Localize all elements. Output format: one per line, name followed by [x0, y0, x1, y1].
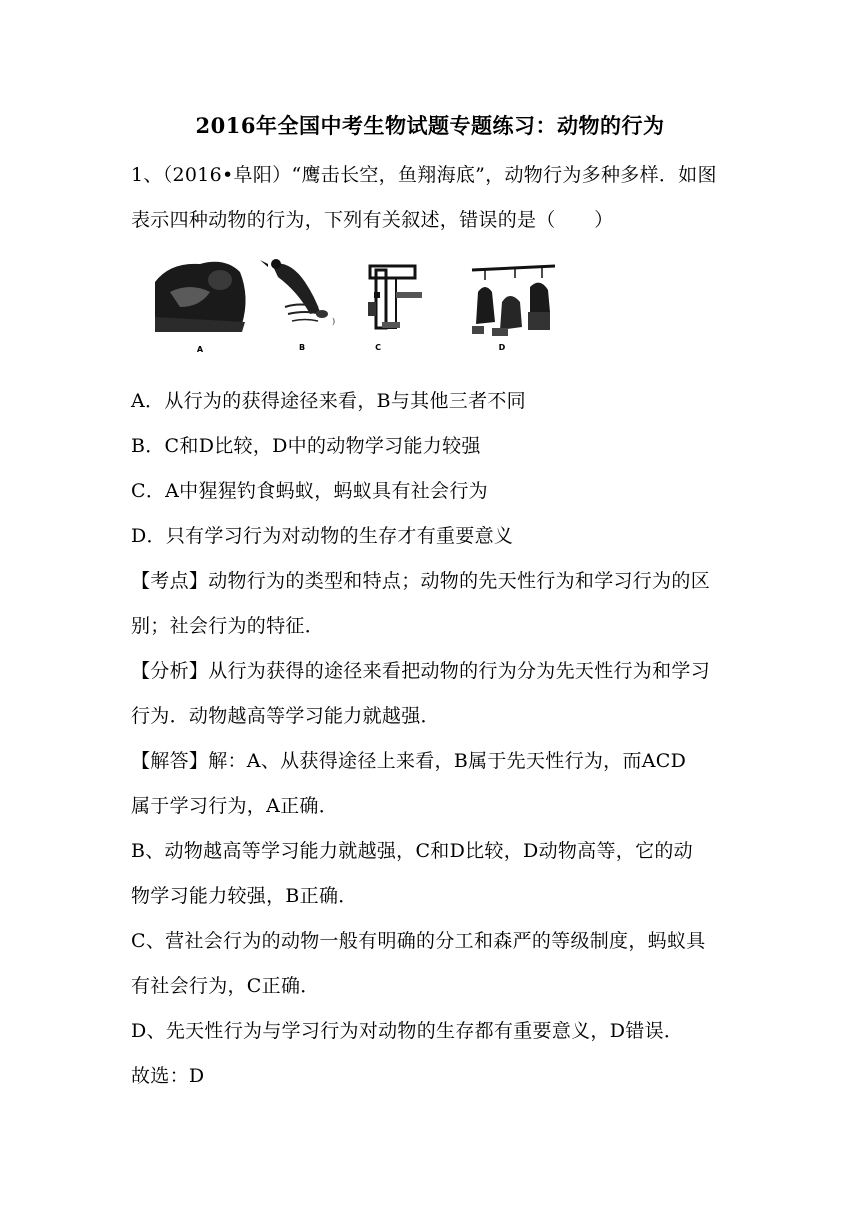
jieda-line-6: 有社会行为，C正确． [131, 975, 320, 997]
fenxi-line-1: 【分析】从行为获得的途径来看把动物的行为分为先天性行为和学习 [131, 660, 711, 682]
jieda-line-5: C、营社会行为的动物一般有明确的分工和森严的等级制度，蚂蚁具 [131, 930, 706, 952]
figure-label-d: D [498, 343, 506, 352]
figure-panel-d [472, 266, 555, 352]
figure-label-c: C [375, 343, 381, 352]
jieda-line-2: 属于学习行为，A正确． [131, 795, 339, 817]
option-a: A．从行为的获得途径来看，B与其他三者不同 [131, 390, 526, 412]
figure-label-b: B [298, 343, 306, 352]
jieda-line-4: 物学习能力较强，B正确． [131, 885, 358, 907]
svg-text:): ) [332, 317, 336, 326]
figure-panel-c [368, 266, 422, 352]
fenxi-line-2: 行为．动物越高等学习能力就越强． [131, 705, 440, 727]
jieda-line-1: 【解答】解：A、从获得途径上来看，B属于先天性行为，而ACD [131, 750, 687, 772]
jieda-line-3: B、动物越高等学习能力就越强，C和D比较，D动物高等，它的动 [131, 840, 693, 862]
kaodian-line-1: 【考点】动物行为的类型和特点；动物的先天性行为和学习行为的区 [131, 570, 711, 592]
option-c: C．A中猩猩钓食蚂蚁，蚂蚁具有社会行为 [131, 480, 488, 502]
figure-panel-a [155, 262, 246, 354]
question-line-2: 表示四种动物的行为，下列有关叙述，错误的是（ ） [131, 209, 614, 231]
kaodian-line-2: 别；社会行为的特征． [131, 615, 325, 637]
option-d: D．只有学习行为对动物的生存才有重要意义 [131, 525, 514, 547]
option-b: B．C和D比较，D中的动物学习能力较强 [131, 435, 481, 457]
animal-behavior-figure [150, 252, 570, 362]
question-line-1: 1、（2016•阜阳）“鹰击长空，鱼翔海底”，动物行为多种多样．如图 [131, 164, 717, 186]
jieda-line-7: D、先天性行为与学习行为对动物的生存都有重要意义，D错误． [131, 1020, 684, 1042]
figure-label-a: A [196, 345, 204, 354]
figure-panel-b [260, 259, 335, 352]
answer-line: 故选：D [131, 1065, 205, 1087]
page-title: 2016年全国中考生物试题专题练习：动物的行为 [195, 113, 665, 138]
